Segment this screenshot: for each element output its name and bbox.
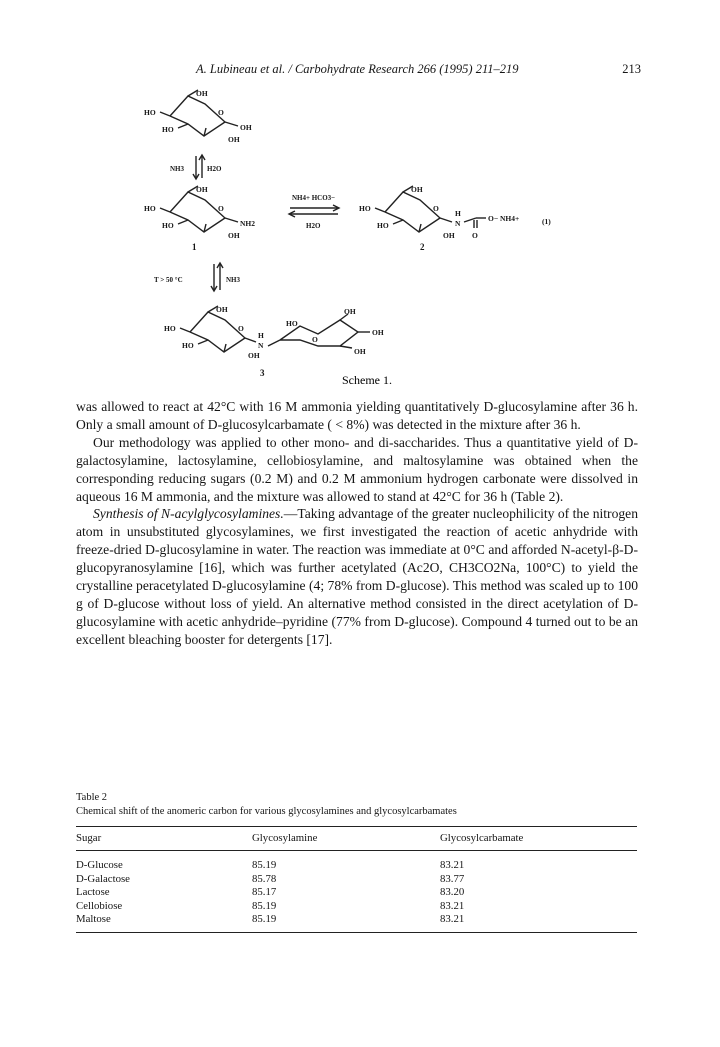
label-oh: OH: [411, 185, 423, 194]
label-h2o: H2O: [207, 165, 222, 173]
label-nh2: NH2: [240, 219, 255, 228]
table-header-row: [76, 827, 637, 851]
table-label: Table 2: [76, 792, 108, 803]
table-row: [76, 913, 637, 932]
reaction-scheme-drawing: [130, 84, 590, 384]
label-carbonyl-o: O: [472, 231, 478, 240]
label-nh3: NH3: [226, 276, 240, 284]
paragraph-2: Our methodology was applied to other mono- and di-saccharides. Thus a quantitative yield of D-galactosylamine, lactosylamine, cellobiosylamine, and maltosylamine was obtained when the corresponding reducing sugars (0.2 M) and 0.2 M ammonium hydrogen carbonate were dissolved in aqueous 16 M ammonia, and the mixture was allowed to stand at 42°C for 36 h (Table 2).: [76, 434, 638, 504]
label-ammonium-bicarbonate: NH4+ HCO3−: [292, 194, 336, 202]
table-row: [76, 900, 637, 914]
label-ho: HO: [182, 341, 194, 350]
table-cell: Cellobiose: [76, 899, 123, 912]
compound-number-1: 1: [192, 242, 197, 252]
table-cell: 85.78: [252, 872, 277, 885]
label-ring-o: O: [218, 108, 224, 117]
label-h: H: [258, 331, 264, 340]
label-oh: OH: [228, 231, 240, 240]
page-number: 213: [622, 62, 641, 76]
label-oh: OH: [443, 231, 455, 240]
label-n: N: [258, 341, 264, 350]
table-cell: D-Glucose: [76, 859, 123, 871]
label-ho: HO: [286, 319, 298, 328]
label-ho: HO: [164, 324, 176, 333]
table-cell: 83.20: [440, 886, 465, 899]
table-cell: Lactose: [76, 886, 110, 899]
column-header: Glycosylamine: [252, 827, 440, 851]
page-header: [76, 62, 641, 80]
label-oh-anomeric: OH: [240, 123, 252, 132]
equation-number: (1): [542, 217, 551, 226]
table-row: [76, 851, 637, 873]
table-cell: 83.21: [440, 899, 465, 912]
paragraph-3: [76, 505, 638, 648]
table-row: [76, 886, 637, 900]
table-row: [76, 873, 637, 887]
label-oh: OH: [248, 351, 260, 360]
table-cell: 83.77: [440, 872, 465, 885]
label-ho: HO: [144, 108, 156, 117]
label-temperature: T > 50 °C: [154, 276, 183, 284]
table-cell: 85.19: [252, 913, 277, 926]
label-oh: OH: [216, 305, 228, 314]
label-ho: HO: [144, 204, 156, 213]
article-body: [76, 398, 638, 649]
table-cell: 83.21: [440, 859, 465, 871]
label-n: N: [455, 219, 461, 228]
compound-number-2: 2: [420, 242, 425, 252]
label-oh: OH: [372, 328, 384, 337]
label-ho: HO: [359, 204, 371, 213]
scheme-1-figure: [130, 84, 590, 384]
table-2: [76, 791, 638, 933]
paragraph-3-text: —Taking advantage of the greater nucleophilicity of the nitrogen atom in unsubstituted glycosylamines, we first investigated the reaction of acetic anhydride with freeze-dried D-glucosylamine in water. The reaction was immediate at 0°C and afforded N-acetyl-β-D-glucopyranosylamine [16], which was further acetylated (Ac2O, CH3CO2Na, 100°C) to yield the crystalline peracetylated D-glucosylamine (4; 78% from D-glucose). This method was scaled up to 100 g of D-glucose without loss of yield. An alternative method consisted in the direct acetylation of D-glucosylamine with acetic anhydride–pyridine (77% from D-glucose). Compound 4 turned out to be an excellent bleaching booster for detergents [17].: [76, 506, 638, 647]
label-ring-o: O: [218, 204, 224, 213]
table-cell: 85.19: [252, 859, 277, 871]
data-table: [76, 826, 637, 933]
label-ring-o: O: [433, 204, 439, 213]
column-header: Sugar: [76, 827, 252, 851]
table-cell: 83.21: [440, 913, 465, 926]
compound-number-3: 3: [260, 368, 265, 378]
label-oh: OH: [228, 135, 240, 144]
table-caption: Chemical shift of the anomeric carbon for various glycosylamines and glycosylcarbamates: [76, 806, 457, 817]
paragraph-1: was allowed to react at 42°C with 16 M ammonia yielding quantitatively D-glucosylamine after 36 h. Only a small amount of D-glucosylcarbamate ( < 8%) was detected in the mixture after 36 h.: [76, 399, 638, 432]
label-h2o: H2O: [306, 222, 321, 230]
label-ho: HO: [162, 221, 174, 230]
table-cell: Maltose: [76, 913, 111, 926]
label-oh: OH: [354, 347, 366, 356]
scheme-caption: Scheme 1.: [342, 373, 392, 384]
label-ho: HO: [162, 125, 174, 134]
label-oh: OH: [196, 185, 208, 194]
column-header: Glycosylcarbamate: [440, 827, 637, 851]
label-oh: OH: [344, 307, 356, 316]
label-ring-o: O: [238, 324, 244, 333]
label-ho: HO: [377, 221, 389, 230]
table-cell: 85.17: [252, 886, 277, 899]
label-oh: OH: [196, 89, 208, 98]
table-cell: 85.19: [252, 899, 277, 912]
label-h: H: [455, 209, 461, 218]
label-nh3: NH3: [170, 165, 184, 173]
section-heading: Synthesis of N-acylglycosylamines.: [93, 506, 284, 522]
label-ring-o: O: [312, 335, 318, 344]
label-carbamate-anion: O− NH4+: [488, 214, 520, 223]
running-head: A. Lubineau et al. / Carbohydrate Research 266 (1995) 211–219: [196, 62, 519, 76]
table-cell: D-Galactose: [76, 872, 130, 885]
